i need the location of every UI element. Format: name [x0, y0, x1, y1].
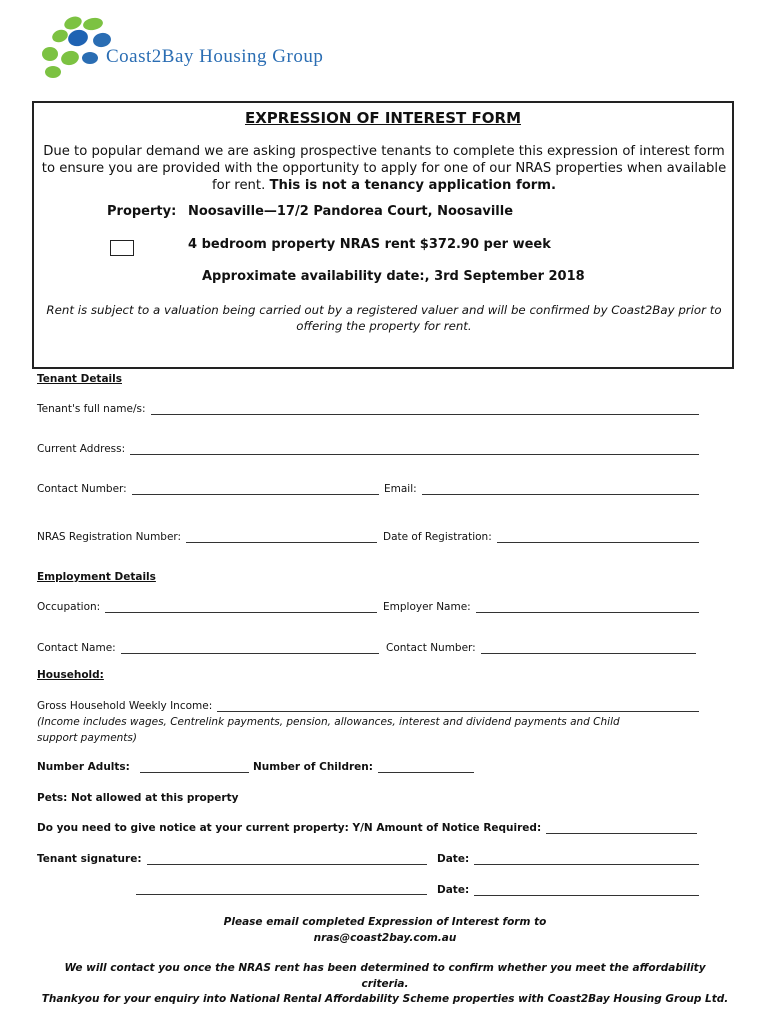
employment-contact-number-label: Contact Number:: [386, 642, 476, 654]
adults-field[interactable]: [140, 762, 249, 773]
email-instruction-text: Please email completed Expression of Interest form to: [223, 916, 547, 928]
property-label: Property:: [107, 204, 177, 219]
occupation-row: [37, 601, 377, 613]
employer-name-row: [383, 601, 699, 613]
tenant-name-field[interactable]: [151, 404, 700, 415]
nras-registration-field[interactable]: [186, 532, 377, 543]
rent-note: Rent is subject to a valuation being carried out by a registered valuer and will be confirmed by Coast2Bay prior to offering the property for rent.: [46, 303, 722, 333]
form-title: EXPRESSION OF INTEREST FORM: [244, 109, 521, 127]
contact-number-field[interactable]: [132, 484, 379, 495]
employment-details-heading: Employment Details: [37, 571, 156, 583]
intro-paragraph: [40, 143, 728, 194]
contact-number-row: [37, 483, 379, 495]
children-label: Number of Children:: [253, 761, 373, 773]
nras-registration-row: [37, 531, 377, 543]
current-address-label: Current Address:: [37, 443, 126, 455]
household-heading: Household:: [37, 669, 104, 681]
property-checkbox[interactable]: [110, 240, 134, 256]
contact-note: We will contact you once the NRAS rent has been determined to confirm whether you meet the affordability criteria.: [64, 962, 706, 990]
adults-label: Number Adults:: [37, 761, 130, 773]
email-field[interactable]: [422, 484, 699, 495]
employment-contact-number-field[interactable]: [481, 643, 696, 654]
notice-field[interactable]: [546, 823, 697, 834]
email-label: Email:: [384, 483, 417, 495]
date-field-2[interactable]: [474, 885, 699, 896]
notice-label: Do you need to give notice at your current property: Y/N Amount of Notice Required:: [37, 822, 542, 834]
income-note: (Income includes wages, Centrelink payments, pension, allowances, interest and dividend payments and Child support payments): [37, 716, 620, 744]
current-address-field[interactable]: [130, 444, 699, 455]
thank-you-note: Thankyou for your enquiry into National Rental Affordability Scheme properties with Coast2Bay Housing Group Ltd.: [41, 993, 729, 1005]
date-row-2: [437, 884, 699, 896]
employment-contact-name-field[interactable]: [121, 643, 379, 654]
employment-contact-name-label: Contact Name:: [37, 642, 116, 654]
availability-date: Approximate availability date:, 3rd September 2018: [202, 269, 585, 284]
intro-text: Due to popular demand we are asking prospective tenants to complete this expression of interest form to ensure you are provided with the opportunity to apply for one of our NRAS properties when available for rent.: [41, 144, 727, 193]
income-row: [37, 700, 699, 712]
date-field-1[interactable]: [474, 854, 699, 865]
employer-name-label: Employer Name:: [383, 601, 471, 613]
notice-row: [37, 822, 697, 834]
signature-label: Tenant signature:: [37, 853, 142, 865]
income-field[interactable]: [217, 701, 699, 712]
pets-policy: Pets: Not allowed at this property: [37, 792, 239, 804]
current-address-row: [37, 443, 699, 455]
nras-registration-label: NRAS Registration Number:: [37, 531, 182, 543]
property-address: Noosaville—17/2 Pandorea Court, Noosaville: [188, 204, 514, 219]
date-label-2: Date:: [437, 884, 470, 896]
occupation-field[interactable]: [105, 602, 377, 613]
property-description: 4 bedroom property NRAS rent $372.90 per week: [188, 237, 551, 252]
employer-name-field[interactable]: [476, 602, 699, 613]
date-label-1: Date:: [437, 853, 470, 865]
date-row-1: [437, 853, 699, 865]
date-registration-label: Date of Registration:: [383, 531, 492, 543]
date-registration-field[interactable]: [497, 532, 699, 543]
children-field[interactable]: [378, 762, 474, 773]
tenant-name-label: Tenant's full name/s:: [37, 403, 146, 415]
logo-wordmark: Coast2Bay Housing Group: [106, 46, 324, 67]
tenant-details-heading: Tenant Details: [37, 373, 122, 385]
children-row: [253, 761, 474, 773]
second-signature-field[interactable]: [136, 884, 427, 895]
employment-contact-name-row: [37, 642, 379, 654]
occupation-label: Occupation:: [37, 601, 101, 613]
adults-row: [37, 761, 249, 773]
contact-number-label: Contact Number:: [37, 483, 127, 495]
signature-field[interactable]: [147, 854, 427, 865]
email-instruction: [40, 914, 730, 946]
intro-disclaimer: This is not a tenancy application form.: [269, 178, 557, 193]
date-registration-row: [383, 531, 699, 543]
employment-contact-number-row: [386, 642, 696, 654]
tenant-name-row: [37, 403, 699, 415]
signature-row: [37, 853, 427, 865]
email-address[interactable]: nras@coast2bay.com.au: [313, 932, 457, 944]
income-label: Gross Household Weekly Income:: [37, 700, 213, 712]
email-row: [384, 483, 699, 495]
logo-mark-icon: [38, 16, 113, 80]
